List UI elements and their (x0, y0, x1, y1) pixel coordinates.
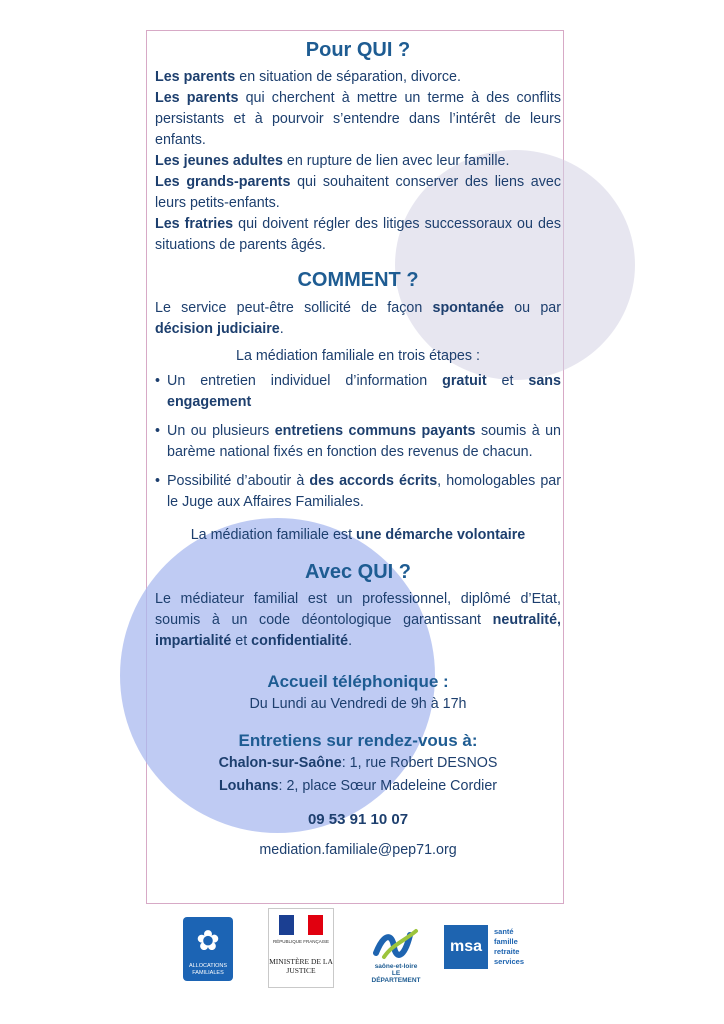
email-link[interactable]: mediation.familiale@pep71.org (259, 842, 457, 858)
audience-item: Les grands-parents qui souhaitent conserver des liens avec leurs petits-enfants. (155, 174, 561, 211)
saone-et-loire-logo: saône-et-loire LE DÉPARTEMENT (370, 923, 422, 985)
step-item: • Un ou plusieurs entretiens communs payants soumis à un barème national fixés en fonction des revenus de chacun. (155, 423, 561, 460)
service-intro: Le service peut-être sollicité de façon spontanée ou par décision judiciaire. (155, 300, 562, 337)
step-item: • Possibilité d’aboutir à des accords écrits, homologables par le Juge aux Affaires Familiales. (155, 473, 561, 510)
caf-logo: ✿ ALLOCATIONS FAMILIALES (183, 917, 233, 981)
audience-item: Les parents qui cherchent à mettre un terme à des conflits persistants et à pourvoir s’entendre dans l’intérêt de leurs enfants. (155, 90, 561, 148)
location-louhans: Louhans: 2, place Sœur Madeleine Cordier (218, 778, 498, 794)
section-title-avec-qui: Avec QUI ? (305, 561, 411, 583)
phone-number[interactable]: 09 53 91 10 07 (307, 811, 409, 828)
ministere-justice-logo: RÉPUBLIQUE FRANÇAISE MINISTÈRE DE LA JUSTICE (268, 908, 334, 988)
steps-title: La médiation familiale en trois étapes : (236, 348, 480, 364)
section-title-pour-qui: Pour QUI ? (305, 39, 411, 61)
location-chalon: Chalon-sur-Saône: 1, rue Robert DESNOS (218, 755, 498, 771)
french-flag-icon (279, 915, 323, 935)
audience-item: Les parents en situation de séparation, divorce. (155, 69, 461, 85)
mediator-description: Le médiateur familial est un professionnel, diplômé d’Etat, soumis à un code déontologique garantissant neutralité, impartialité et confidentialité. (155, 591, 561, 649)
caf-flower-icon: ✿ (196, 925, 220, 956)
audience-item: Les jeunes adultes en rupture de lien avec leur famille. (155, 153, 510, 169)
voluntary-statement: La médiation familiale est une démarche volontaire (190, 527, 526, 543)
partner-logos (0, 905, 724, 995)
section-title-comment: COMMENT ? (297, 269, 419, 291)
flyer-content (155, 36, 561, 861)
opening-hours: Du Lundi au Vendredi de 9h à 17h (249, 696, 467, 712)
steps-list (155, 371, 561, 513)
audience-item: Les fratries qui doivent régler des litiges successoraux ou des situations de parents âgés. (155, 216, 561, 253)
step-item: • Un entretien individuel d’information gratuit et sans engagement (155, 373, 561, 410)
appointments-heading: Entretiens sur rendez-vous à: (238, 731, 478, 750)
msa-logo: msa santé famille retraite services (444, 925, 539, 969)
audience-list (155, 67, 561, 256)
saone-et-loire-icon (370, 923, 422, 963)
phone-heading: Accueil téléphonique : (267, 672, 449, 691)
